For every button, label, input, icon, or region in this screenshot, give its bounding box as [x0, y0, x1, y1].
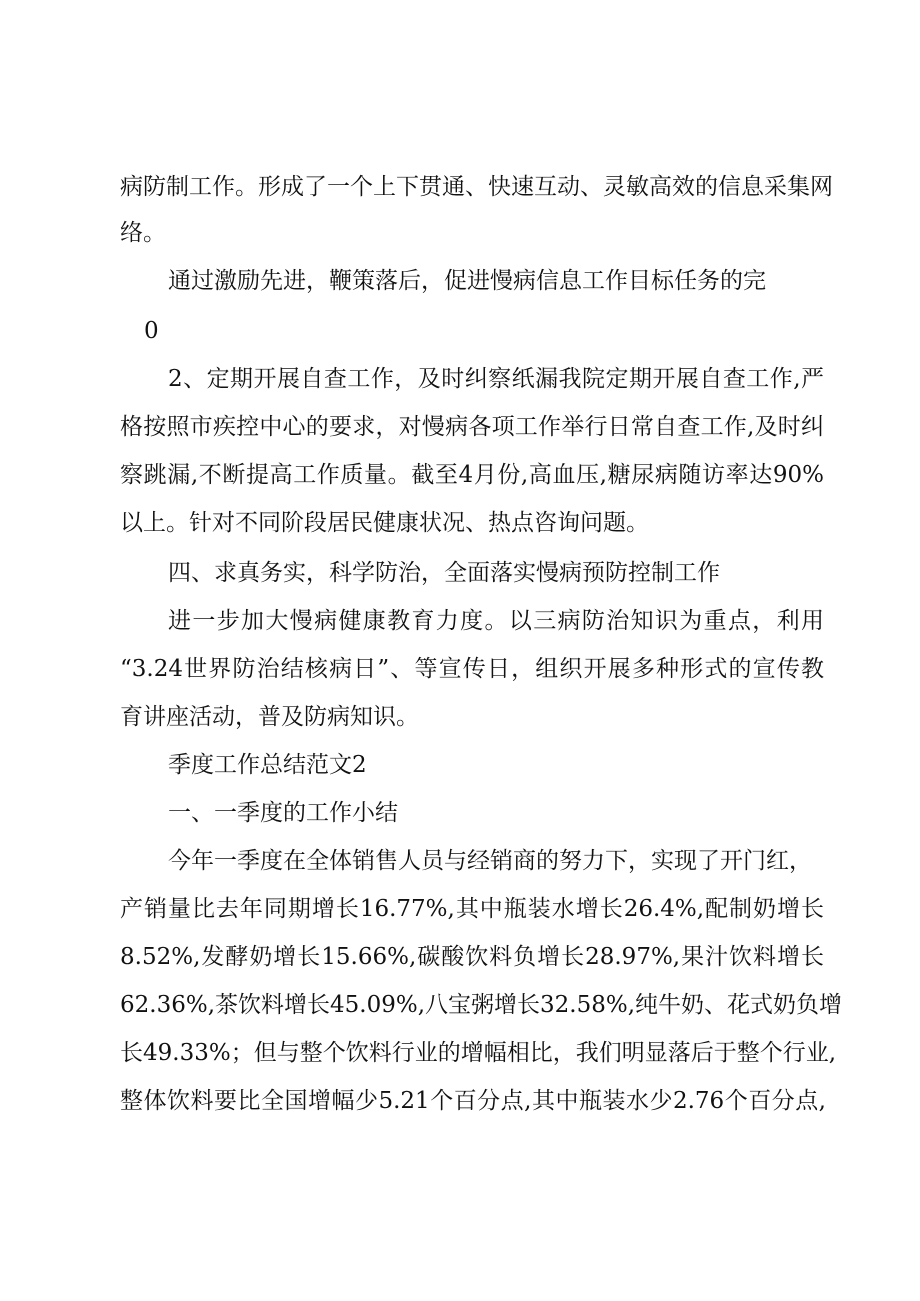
paragraph-line: 0: [144, 318, 159, 344]
paragraph-line: 育讲座活动，普及防病知识。: [120, 704, 419, 730]
paragraph-line: 2、定期开展自查工作，及时纠察纸漏我院定期开展自查工作,严: [168, 366, 824, 392]
paragraph-line: 62.36%,茶饮料增长45.09%,八宝粥增长32.58%,纯牛奶、花式奶负增: [120, 992, 843, 1018]
paragraph-line: 格按照市疾控中心的要求，对慢病各项工作举行日常自查工作,及时纠: [120, 414, 824, 440]
paragraph-line: 长49.33%；但与整个饮料行业的增幅相比，我们明显落后于整个行业,: [120, 1040, 837, 1066]
section-heading: 四、求真务实，科学防治，全面落实慢病预防控制工作: [168, 560, 720, 586]
paragraph-line: 8.52%,发酵奶增长15.66%,碳酸饮料负增长28.97%,果汁饮料增长: [120, 944, 824, 970]
paragraph-line: 整体饮料要比全国增幅少5.21个百分点,其中瓶装水少2.76个百分点,: [120, 1088, 826, 1114]
paragraph-line: 络。: [120, 220, 166, 246]
paragraph-line: 产销量比去年同期增长16.77%,其中瓶装水增长26.4%,配制奶增长: [120, 896, 824, 922]
paragraph-line: 今年一季度在全体销售人员与经销商的努力下，实现了开门红，: [168, 848, 812, 874]
section-heading: 一、一季度的工作小结: [168, 800, 398, 826]
paragraph-line: 察跳漏,不断提高工作质量。截至4月份,高血压,糖尿病随访率达90%: [120, 462, 824, 488]
paragraph-line: 进一步加大慢病健康教育力度。以三病防治知识为重点，利用: [168, 608, 824, 634]
paragraph-line: “3.24世界防治结核病日”、等宣传日，组织开展多种形式的宣传教: [120, 656, 824, 682]
paragraph-line: 通过激励先进，鞭策落后，促进慢病信息工作目标任务的完: [168, 268, 766, 294]
paragraph-line: 病防制工作。形成了一个上下贯通、快速互动、灵敏高效的信息采集网: [120, 174, 833, 200]
paragraph-line: 以上。针对不同阶段居民健康状况、热点咨询问题。: [120, 510, 649, 536]
document-title: 季度工作总结范文2: [168, 752, 367, 778]
